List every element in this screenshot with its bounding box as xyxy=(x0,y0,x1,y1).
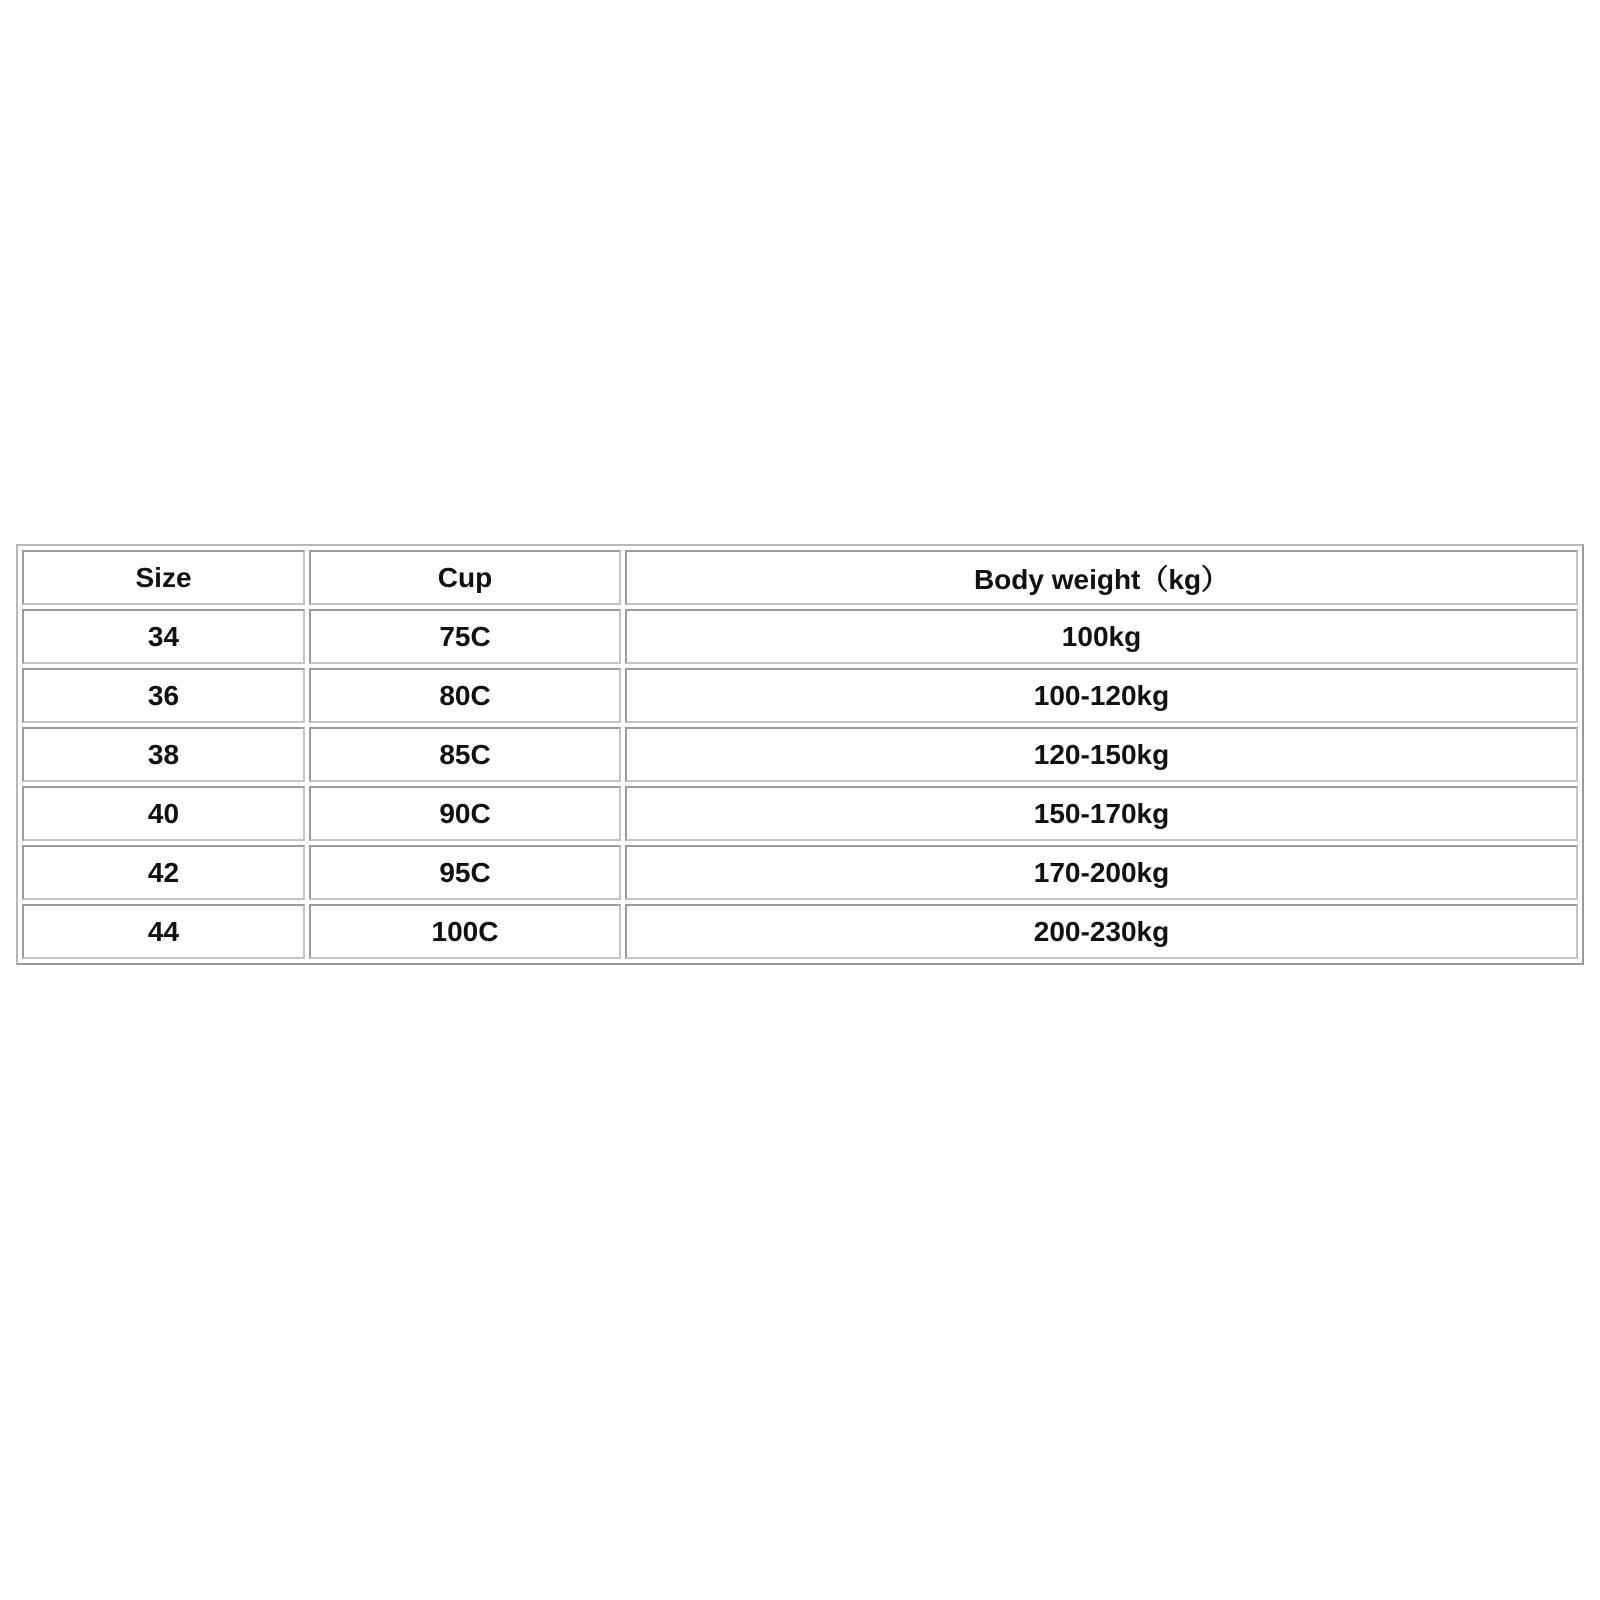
cell-cup: 85C xyxy=(309,727,621,782)
cell-cup: 75C xyxy=(309,609,621,664)
cell-body-weight: 100-120kg xyxy=(625,668,1578,723)
cell-cup: 100C xyxy=(309,904,621,959)
size-chart-table xyxy=(18,546,1582,963)
cell-size: 36 xyxy=(22,668,305,723)
header-cup: Cup xyxy=(309,550,621,605)
table-row xyxy=(22,668,1578,723)
cell-cup: 80C xyxy=(309,668,621,723)
table-row xyxy=(22,727,1578,782)
header-body-weight: Body weight（kg） xyxy=(625,550,1578,605)
cell-size: 40 xyxy=(22,786,305,841)
table-row xyxy=(22,845,1578,900)
table-row xyxy=(22,786,1578,841)
cell-body-weight: 170-200kg xyxy=(625,845,1578,900)
cell-cup: 90C xyxy=(309,786,621,841)
cell-size: 34 xyxy=(22,609,305,664)
table-header-row xyxy=(22,550,1578,605)
size-chart-table-container xyxy=(16,544,1584,965)
cell-size: 42 xyxy=(22,845,305,900)
table-row xyxy=(22,609,1578,664)
cell-body-weight: 200-230kg xyxy=(625,904,1578,959)
header-size: Size xyxy=(22,550,305,605)
cell-body-weight: 100kg xyxy=(625,609,1578,664)
cell-body-weight: 150-170kg xyxy=(625,786,1578,841)
cell-cup: 95C xyxy=(309,845,621,900)
table-row xyxy=(22,904,1578,959)
cell-size: 38 xyxy=(22,727,305,782)
cell-body-weight: 120-150kg xyxy=(625,727,1578,782)
cell-size: 44 xyxy=(22,904,305,959)
